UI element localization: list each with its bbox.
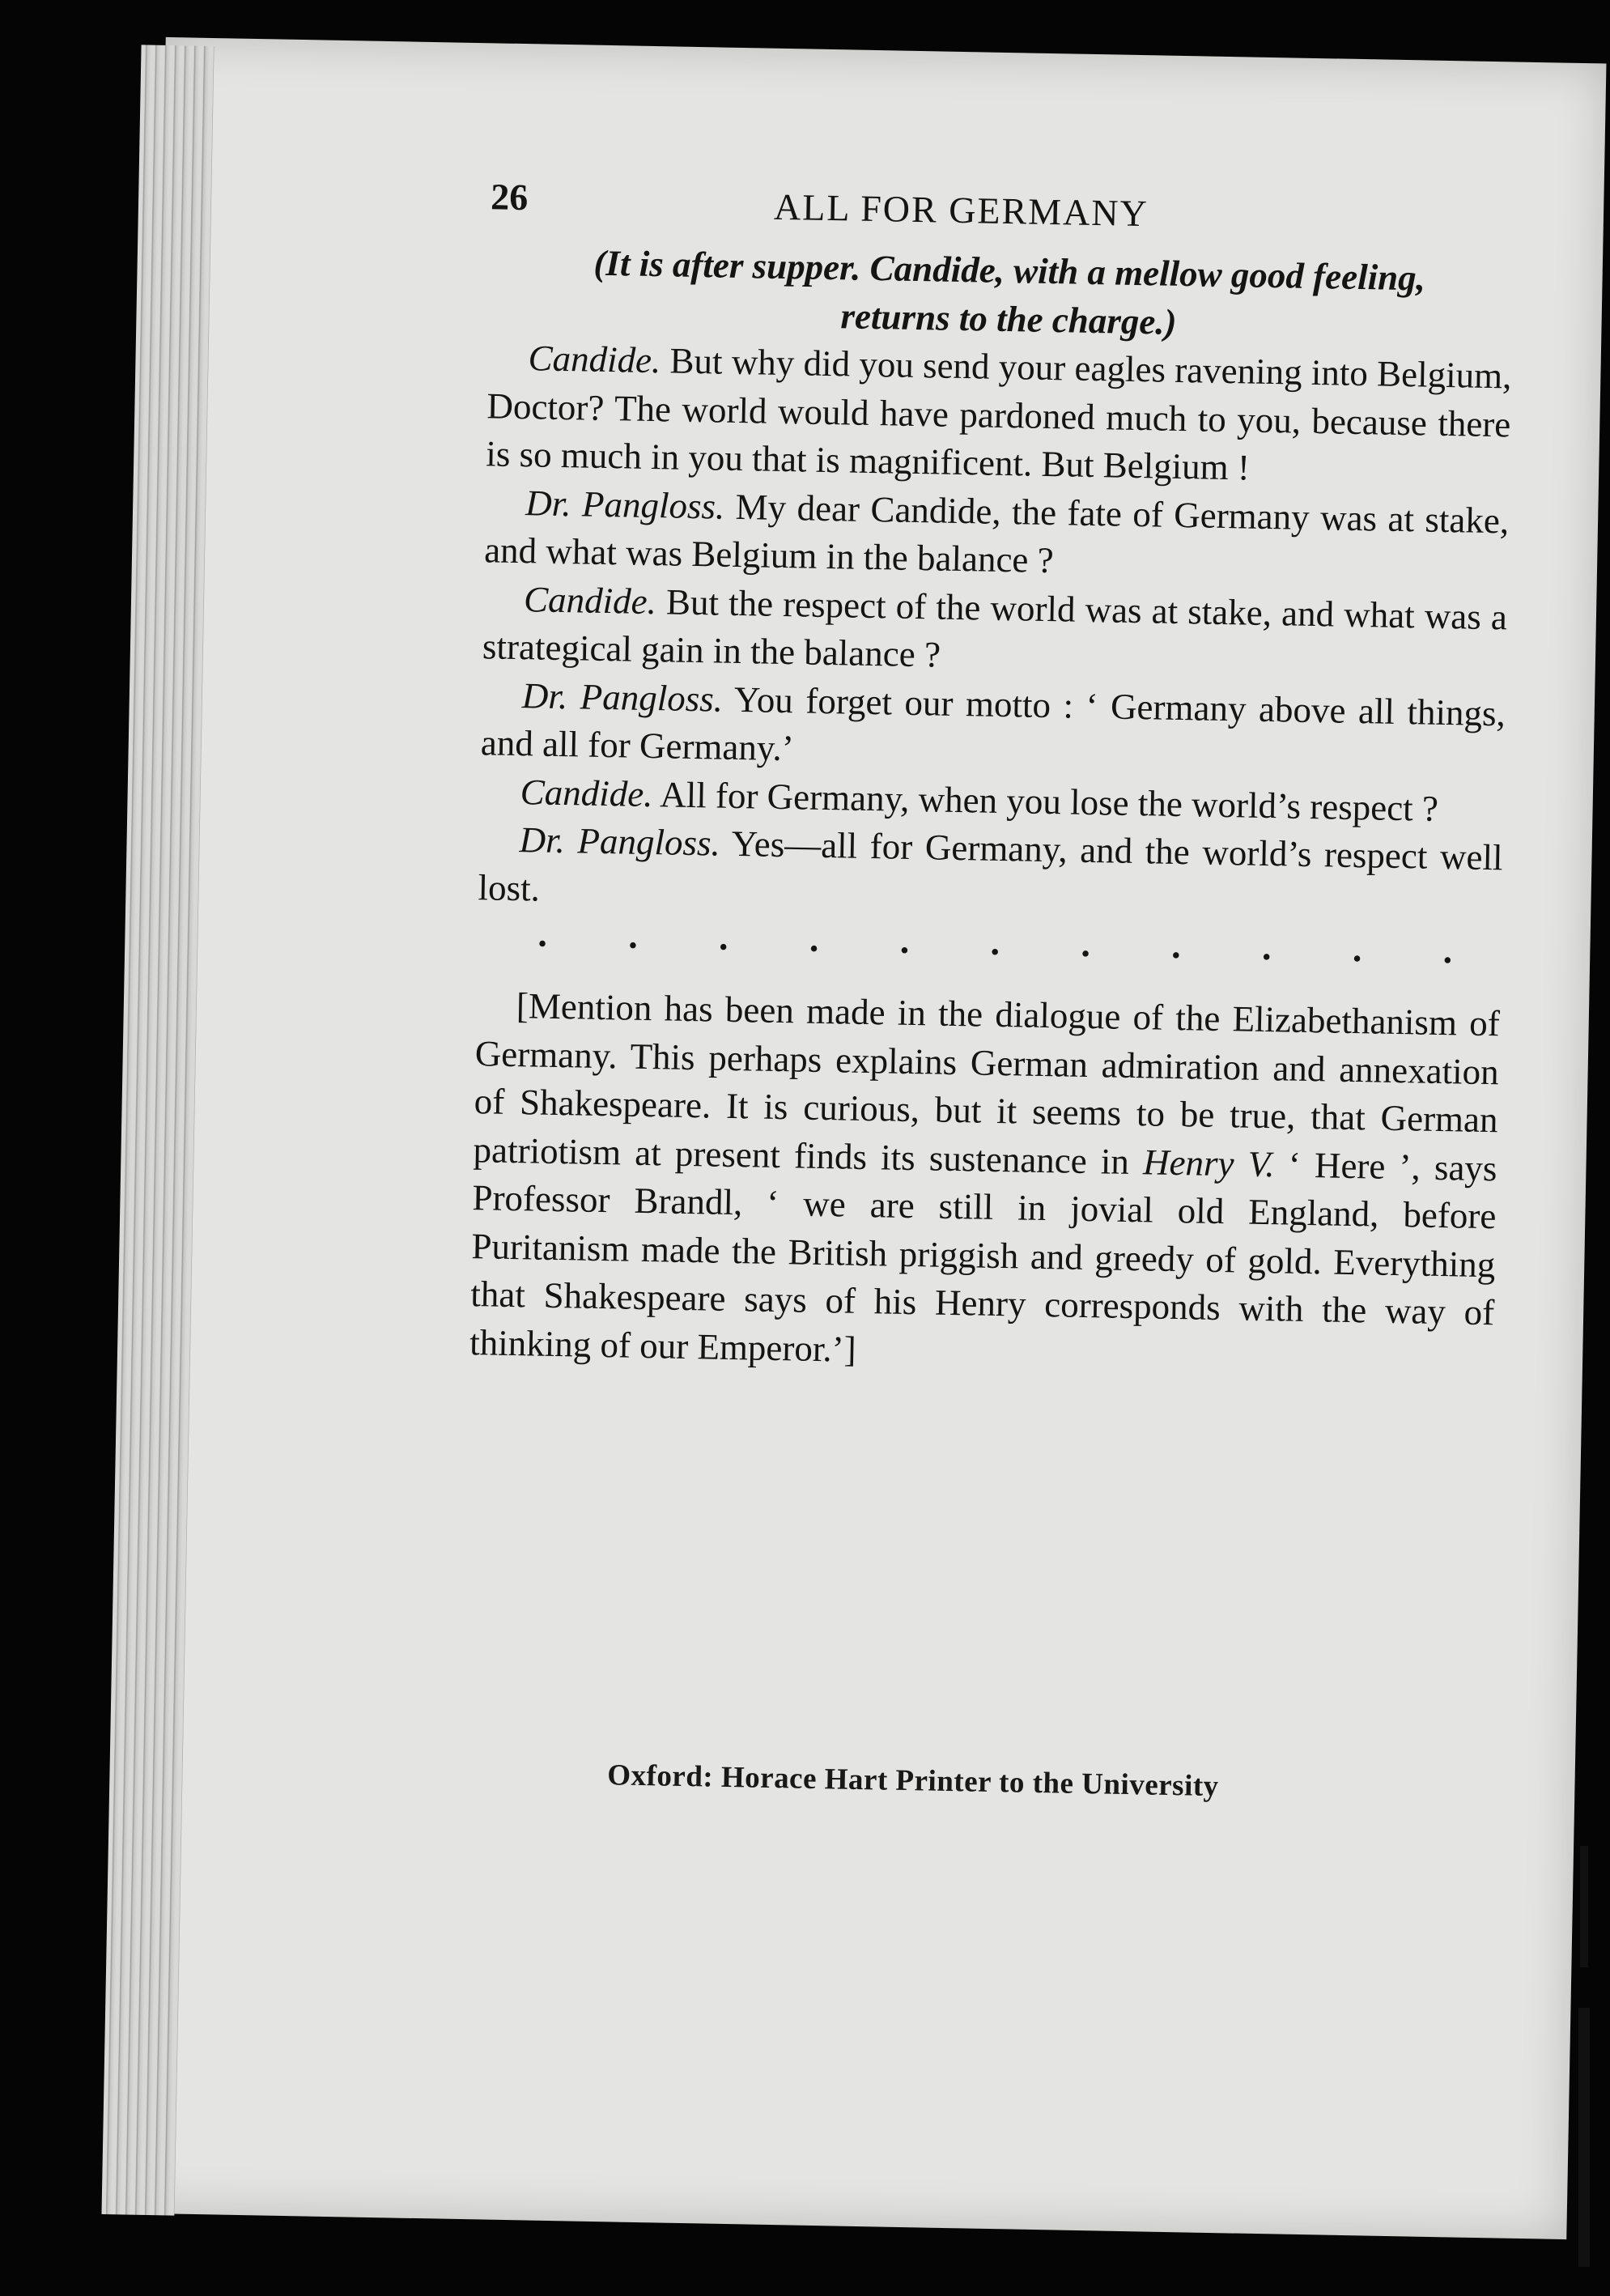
note-title: Henry V. [1142, 1141, 1276, 1184]
dot: . [809, 917, 820, 959]
speaker-name: Dr. Pangloss. [521, 674, 724, 720]
speaker-name: Candide. [523, 578, 657, 622]
speech-text: But why did you send your eagles ravening into Belgium, Doctor? The world would have pardoned much to you, because there is so much in you that is magnificent. But Belgium ! [485, 340, 1512, 488]
note-text-2: ‘ Here ’, says Professor Brandl, ‘ we are still in jovial old England, before Puritanism made the British priggish and greedy of gold. Everything that Shakespeare says of his Henry corresponds with the way of thinking of our Emperor.’] [469, 1143, 1497, 1370]
dot: . [1081, 922, 1091, 965]
stage-direction-line-1: (It is after supper. Candide, with a mellow good feeling, [593, 242, 1426, 299]
speech-text: My dear Candide, the fate of Germany was at stake, and what was Belgium in the balance ? [483, 486, 1510, 581]
printer-imprint: Oxford: Horace Hart Printer to the University [606, 1758, 1219, 1804]
speech-3 [482, 575, 1507, 690]
dot: . [1442, 929, 1453, 972]
speaker-name: Candide. [520, 771, 653, 814]
dot: . [1170, 924, 1182, 967]
speech-text: Yes—all for Germany, and the world’s respect well lost. [478, 823, 1503, 909]
dot: . [990, 921, 1000, 963]
dot: . [718, 916, 729, 958]
note-text-1: [Mention has been made in the dialogue of the Elizabethanism of Germany. This perhaps explains German admiration and annexation of Shakespeare. It is curious, but it seems to be true, that German patriotism at present finds its sustenance in [473, 985, 1501, 1182]
speech-1 [486, 334, 1512, 497]
speaker-name: Dr. Pangloss. [525, 482, 725, 527]
speech-4 [480, 671, 1506, 786]
running-title: ALL FOR GERMANY [773, 185, 1149, 235]
speech-text: But the respect of the world was at stake, and what was a strategical gain in the balance ? [482, 580, 1508, 675]
speaker-name: Candide. [528, 338, 661, 381]
page-number: 26 [490, 176, 529, 219]
speech-text: You forget our motto : ‘ Germany above all things, and all for Germany.’ [480, 678, 1506, 769]
page-edges [101, 45, 214, 2215]
speech-2 [484, 478, 1510, 593]
speech-6 [478, 815, 1503, 930]
dot: . [899, 919, 910, 961]
editorial-note [469, 981, 1501, 1385]
dot: . [1352, 927, 1362, 970]
speaker-name: Dr. Pangloss. [519, 819, 721, 864]
stage-direction [488, 237, 1514, 352]
dot: . [1261, 925, 1272, 968]
stage-direction-line-2: returns to the charge.) [840, 295, 1178, 342]
book-page [126, 37, 1607, 2239]
scan-edge-mark [1578, 2008, 1590, 2267]
scan-edge-mark [1580, 1846, 1588, 1967]
dot: . [627, 914, 639, 956]
speech-text: All for Germany, when you lose the world’s respect ? [652, 773, 1439, 829]
dot: . [537, 912, 548, 955]
text-block [469, 172, 1515, 1385]
